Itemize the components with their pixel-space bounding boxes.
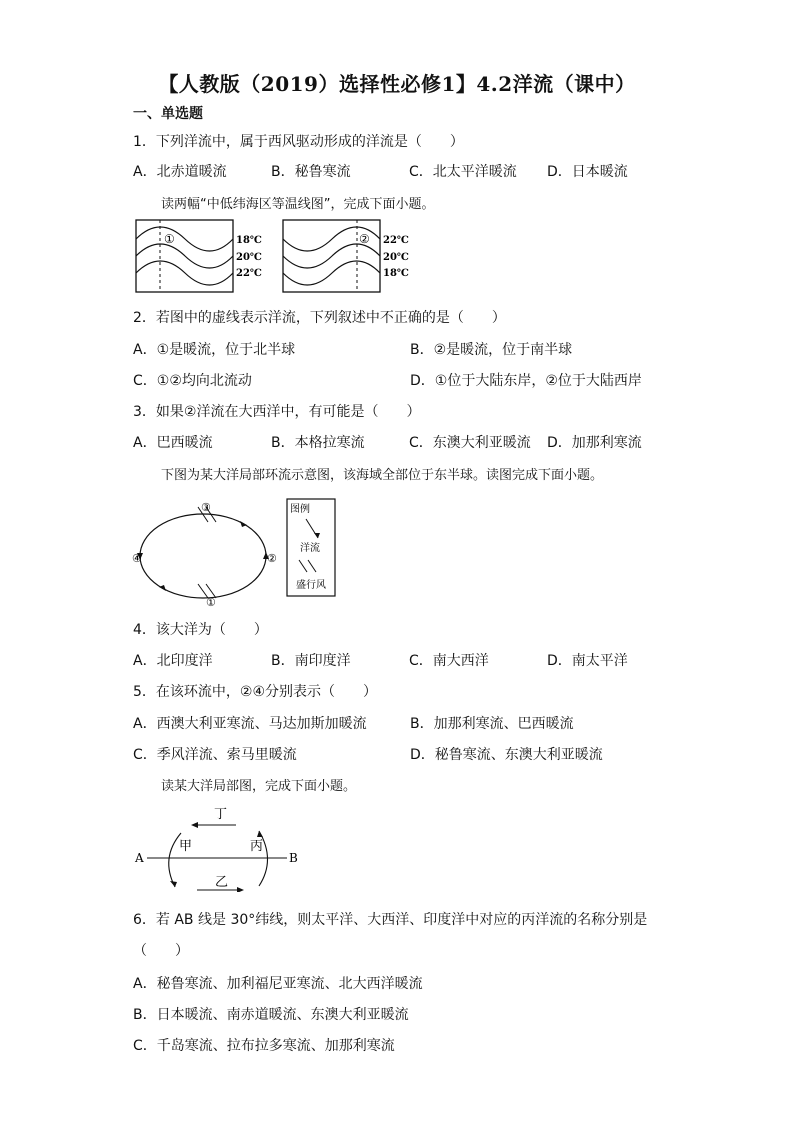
gyre-marker-1: ① — [206, 596, 216, 609]
right-isotherm-label: 20℃ — [383, 252, 409, 263]
left-isotherm-label: 22℃ — [236, 268, 262, 279]
left-isotherm-label: 18℃ — [236, 235, 262, 246]
question-1-stem: 1．下列洋流中，属于西风驱动形成的洋流是（ ） — [133, 134, 464, 150]
right-isotherm-label: 22℃ — [383, 235, 409, 246]
left-isotherm-label: 20℃ — [236, 252, 262, 263]
gyre-marker-3: ③ — [201, 501, 211, 514]
page-title: 【人教版（2019）选择性必修1】4.2洋流（课中） — [158, 72, 636, 96]
ocean-part-figure — [133, 800, 308, 892]
q6-option-b[interactable]: B．日本暖流、南赤道暖流、东澳大利亚暖流 — [133, 1007, 409, 1023]
question-5-stem: 5．在该环流中，②④分别表示（ ） — [133, 684, 378, 700]
q3-option-a[interactable]: A．巴西暖流 — [133, 435, 213, 451]
q2-option-d[interactable]: D．①位于大陆东岸，②位于大陆西岸 — [410, 373, 642, 389]
isotherm-right-panel — [283, 220, 409, 292]
question-3-stem: 3．如果②洋流在大西洋中，有可能是（ ） — [133, 404, 421, 420]
label-a: A — [135, 851, 144, 865]
q2-option-a[interactable]: A．①是暖流，位于北半球 — [133, 342, 296, 358]
q6-option-c[interactable]: C．千岛寒流、拉布拉多寒流、加那利寒流 — [133, 1038, 395, 1054]
right-isotherm-label: 18℃ — [383, 268, 409, 279]
q4-option-c[interactable]: C．南大西洋 — [409, 653, 489, 669]
isotherm-left-panel — [136, 220, 262, 292]
label-yi: 乙 — [215, 875, 229, 890]
q4-option-d[interactable]: D．南太平洋 — [547, 653, 628, 669]
q5-option-c[interactable]: C．季风洋流、索马里暖流 — [133, 747, 297, 763]
q4-option-a[interactable]: A．北印度洋 — [133, 653, 213, 669]
q4-option-b[interactable]: B．南印度洋 — [271, 653, 351, 669]
q3-option-d[interactable]: D．加那利寒流 — [547, 435, 642, 451]
question-6-stem: 6．若 AB 线是 30°纬线，则太平洋、大西洋、印度洋中对应的丙洋流的名称分别是 — [133, 912, 648, 928]
q1-option-a[interactable]: A．北赤道暖流 — [133, 164, 227, 180]
intro-isotherm: 读两幅“中低纬海区等温线图”，完成下面小题。 — [161, 197, 435, 212]
question-6-stem-bracket: （ ） — [133, 943, 189, 959]
q1-option-d[interactable]: D．日本暖流 — [547, 164, 628, 180]
gyre-arrowhead — [159, 585, 166, 591]
q1-option-c[interactable]: C．北太平洋暖流 — [409, 164, 517, 180]
label-b: B — [289, 851, 298, 865]
section-heading: 一、单选题 — [133, 106, 203, 122]
gyre-arrowhead — [240, 521, 247, 527]
q2-option-c[interactable]: C．①②均向北流动 — [133, 373, 252, 389]
label-ding: 丁 — [214, 807, 228, 822]
gyre-marker-2: ② — [267, 552, 277, 565]
gyre-figure — [130, 494, 350, 610]
label-bing: 丙 — [250, 839, 264, 854]
marker-1: ① — [164, 232, 175, 246]
gyre-ellipse — [140, 514, 266, 598]
question-2-stem: 2．若图中的虚线表示洋流，下列叙述中不正确的是（ ） — [133, 310, 506, 326]
q2-option-b[interactable]: B．②是暖流，位于南半球 — [410, 342, 573, 358]
q6-option-a[interactable]: A．秘鲁寒流、加利福尼亚寒流、北大西洋暖流 — [133, 976, 423, 992]
gyre-marker-4: ④ — [132, 552, 142, 565]
q3-option-b[interactable]: B．本格拉寒流 — [271, 435, 365, 451]
label-jia: 甲 — [179, 839, 193, 854]
legend-wind: 盛行风 — [296, 580, 326, 591]
q5-option-d[interactable]: D．秘鲁寒流、东澳大利亚暖流 — [410, 747, 603, 763]
q3-option-c[interactable]: C．东澳大利亚暖流 — [409, 435, 531, 451]
question-4-stem: 4．该大洋为（ ） — [133, 622, 268, 638]
q5-option-a[interactable]: A．西澳大利亚寒流、马达加斯加暖流 — [133, 716, 367, 732]
intro-ocean-part: 读某大洋局部图，完成下面小题。 — [161, 779, 357, 794]
marker-2: ② — [359, 232, 370, 246]
legend-current: 洋流 — [300, 543, 320, 554]
q5-option-b[interactable]: B．加那利寒流、巴西暖流 — [410, 716, 574, 732]
legend-title: 图例 — [290, 504, 310, 515]
gyre-legend — [287, 499, 335, 596]
isotherm-figure — [133, 216, 423, 296]
intro-gyre: 下图为某大洋局部环流示意图，该海域全部位于东半球。读图完成下面小题。 — [161, 468, 604, 483]
q1-option-b[interactable]: B．秘鲁寒流 — [271, 164, 351, 180]
